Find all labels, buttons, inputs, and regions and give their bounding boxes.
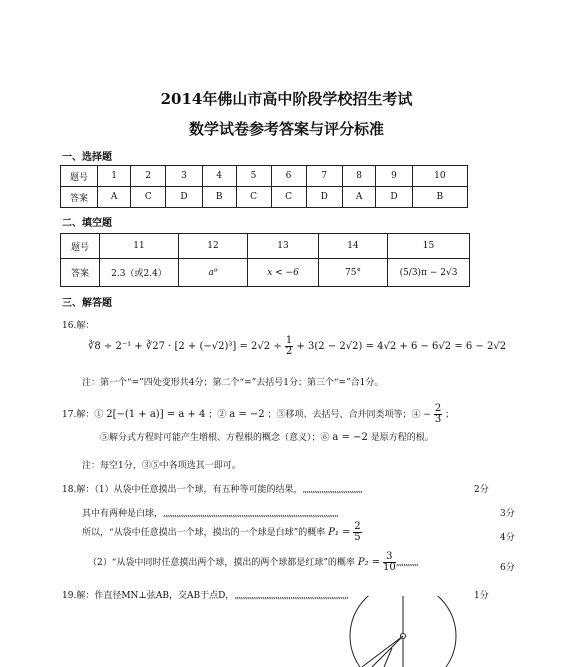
q18-line3-text: 所以，“从袋中任意摸出一个球，摸出的一个球是白球”的概率 [82,528,326,538]
q18-line3 [82,522,362,543]
table-cell: (5/3)π − 2√3 [388,259,470,287]
table-cell: 2.3（或2.4） [100,259,179,287]
exam-title: 2014年佛山市高中阶段学校招生考试 [160,90,413,108]
q17-line1 [62,404,454,425]
q18-line2-text: 其中有两种是白球， [82,509,164,519]
q17-line2 [100,430,434,443]
q18-score2: 3分 [500,509,515,519]
q18-line4 [88,552,418,573]
q18-line2 [82,506,338,519]
fraction-denominator: 10 [382,562,396,573]
q17-sep: ；② [208,410,227,420]
table-row [61,166,468,187]
table-cell: D [306,187,342,208]
fraction-denominator: 3 [434,414,442,425]
q17-note: 注：每空1分，③⑤中各项选其一即可。 [82,461,241,471]
q17-text: ；③移项、去括号、合并同类项等；④ [267,410,421,420]
fraction-numerator: 2 [434,403,442,414]
table-cell: 7 [306,166,342,187]
table-cell: 13 [248,234,319,259]
exam-subtitle: 数学试卷参考答案与评分标准 [188,120,384,138]
table-cell: 10 [412,166,467,187]
q18-p2: P₂ = [357,557,381,568]
table-cell: 2 [131,166,166,187]
table-cell: 1 [98,166,131,187]
q16-note: 注：第一个“=”四处变形共4分；第二个“=”去括号1分；第三个“=”合1分。 [82,378,384,388]
q16-equation [88,336,506,357]
table-cell: C [236,187,271,208]
table-row [61,259,470,287]
q17-expr1: 2[−(1 + a)] = a + 4 [106,409,206,420]
choice-answer-table [60,165,468,208]
table-row [61,187,468,208]
table-cell: B [412,187,467,208]
fraction-denominator: 5 [354,532,361,543]
fraction-denominator: 2 [285,346,293,357]
table-header-cell: 答案 [61,187,98,208]
radius-line [372,636,403,667]
table-cell: a⁹ [179,259,248,287]
q17-line2-end: 是原方程的根。 [370,433,434,443]
table-cell: A [342,187,375,208]
table-cell: 6 [271,166,306,187]
table-cell: 15 [388,234,470,259]
table-cell: 9 [376,166,412,187]
q17-line2-text: ⑤解分式方程时可能产生增根、方程根的概念（意义）；⑥ [100,433,330,443]
q17-fraction [434,404,442,425]
table-header-cell: 题号 [61,234,100,259]
fraction-numerator: 2 [354,521,361,532]
table-cell: x < −6 [248,259,319,287]
q17-minus: − [423,410,431,420]
fraction-numerator: 1 [285,335,293,346]
fill-answer-table [60,233,470,287]
table-cell: D [376,187,412,208]
q17-end: ； [445,410,455,420]
dot-leader: ,,,,,,,,,,,,,,,,,,,,,,,,,,,,,,,,,,,,,,,,,,,,,,,,,,,,,,,,,,,,,,,,,,,,,,,,,,,,,,,,,,,,,,,,,,,,,, [163,509,338,519]
q18-score4: 6分 [500,563,515,573]
table-cell: 11 [100,234,179,259]
q17-expr2: a = −2 [229,409,265,420]
table-header-cell: 题号 [61,166,98,187]
q18-p1-fraction [353,522,361,543]
table-cell: D [166,187,202,208]
table-cell: 75° [319,259,388,287]
table-cell: C [131,187,166,208]
table-cell: 8 [342,166,375,187]
q19-score1: 1分 [474,591,489,601]
table-cell: 3 [166,166,202,187]
dot-leader: ,,,,,,,,,,,,,,,,,,,,,,,,,,,,,,,,,,,,,,,,,,,,,,,,,,,,,,,,,,,,, [234,591,348,601]
section-heading-solution: 三、解答题 [62,298,112,309]
table-cell: A [98,187,131,208]
q19-circle-diagram [340,596,470,667]
radius-line [362,636,403,667]
table-header-cell: 答案 [61,259,100,287]
q16-fraction [285,336,293,357]
q18-line1-text: 18.解：（1）从袋中任意摸出一个球，有五种等可能的结果， [62,485,303,495]
q18-score1: 2分 [474,485,489,495]
q16-label: 16.解： [62,321,95,331]
q17-prefix: 17.解：① [62,410,104,420]
dot-leader: ,,,,,,,,,,,, [395,558,419,568]
table-cell: 4 [202,166,236,187]
q19-line1 [62,588,348,601]
table-cell: 5 [236,166,271,187]
q16-equation-left: ∛8 ÷ 2⁻¹ + ∛27 · [2 + (−√2)³] = 2√2 ÷ [88,341,282,352]
dot-leader: ,,,,,,,,,,,,,,,,,,,,,,,,,,,,,,,, [302,485,363,495]
q17-line2-expr: a = −2 [332,432,368,443]
section-heading-fill: 二、填空题 [62,218,112,229]
fraction-numerator: 3 [383,552,396,563]
q16-equation-right: + 3(2 − 2√2) = 4√2 + 6 − 6√2 = 6 − 2√2 [296,341,507,352]
q18-line1 [62,482,362,495]
table-row [61,234,470,259]
q19-line1-text: 19.解：作直径MN⊥弦AB，交AB于点D， [62,591,235,601]
q18-p1: P₁ = [328,527,351,538]
table-cell: 12 [179,234,248,259]
table-cell: C [271,187,306,208]
table-cell: 14 [319,234,388,259]
q18-p2-fraction [383,552,396,573]
q18-score3: 4分 [500,533,515,543]
section-heading-choice: 一、选择题 [62,152,112,163]
q18-line4-text: （2）“从袋中同时任意摸出两个球，摸出的两个球都是红球”的概率 [88,558,355,568]
table-cell: B [202,187,236,208]
